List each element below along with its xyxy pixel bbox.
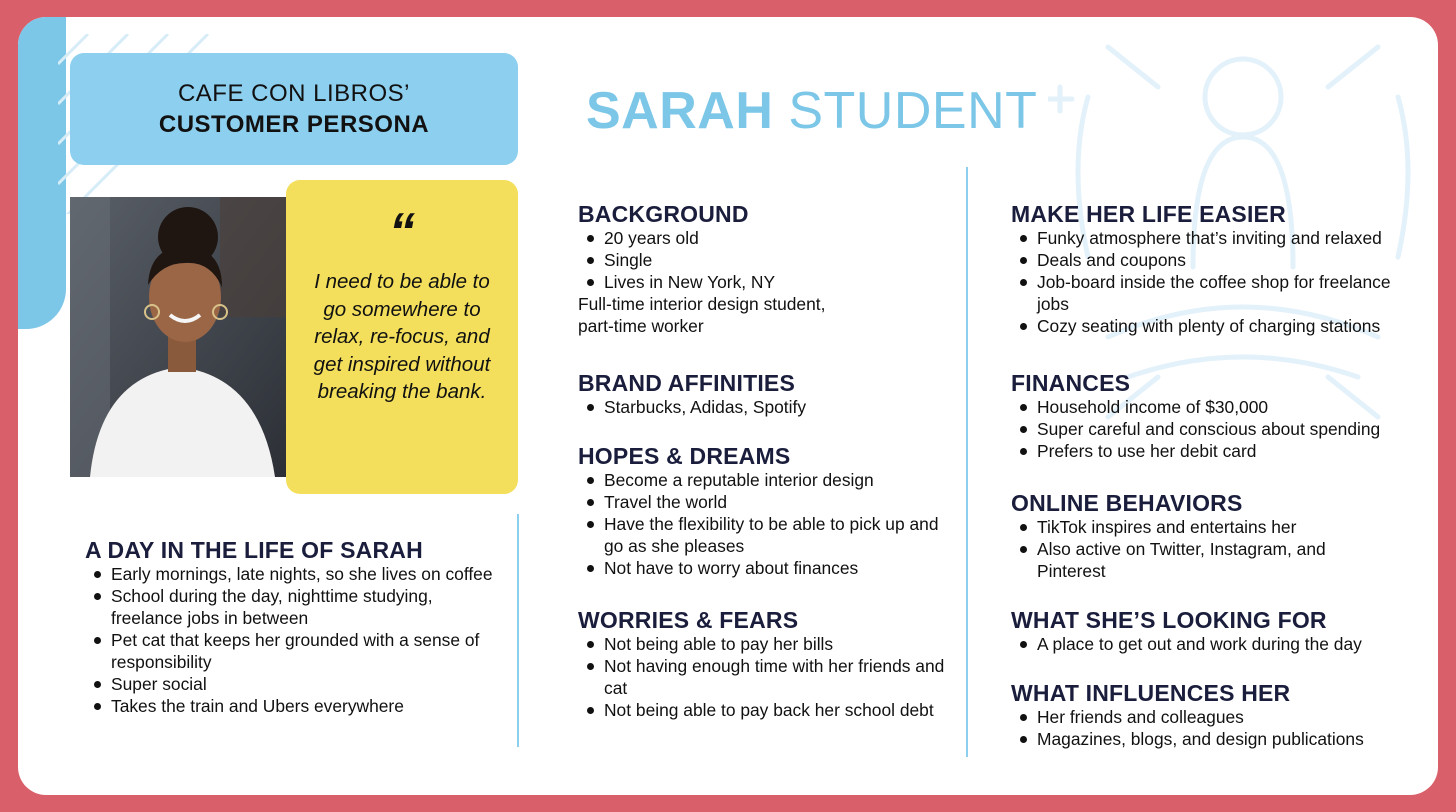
list-item: Not being able to pay her bills: [578, 633, 948, 655]
persona-last-name: STUDENT: [788, 82, 1038, 140]
background-note: Full-time interior design student,: [578, 294, 826, 314]
divider-right: [966, 167, 968, 757]
persona-photo: [70, 197, 286, 477]
persona-title-box: [70, 53, 518, 165]
background-note: part-time worker: [578, 316, 704, 336]
section-title: FINANCES: [1011, 370, 1131, 396]
persona-first-name: SARAH: [586, 82, 774, 140]
section-title: WHAT INFLUENCES HER: [1011, 680, 1291, 706]
list-item: Single: [578, 249, 948, 271]
section-finances: [1011, 370, 1416, 462]
persona-quote: I need to be able to go somewhere to relax, re-focus, and get inspired without breaking the bank.: [313, 270, 491, 403]
section-title: HOPES & DREAMS: [578, 443, 791, 469]
section-title: BACKGROUND: [578, 201, 749, 227]
section-title: A DAY IN THE LIFE OF SARAH: [85, 537, 423, 563]
quote-mark-icon: “: [389, 203, 415, 261]
persona-name: [586, 80, 1037, 142]
persona-quote-box: [286, 180, 518, 494]
list-item: Super careful and conscious about spending: [1011, 418, 1416, 440]
brand-name: CAFE CON LIBROS’: [177, 80, 411, 107]
section-influences: [1011, 680, 1416, 750]
section-make-life-easier: [1011, 201, 1416, 337]
list-item: Not have to worry about finances: [578, 557, 948, 579]
section-looking-for: [1011, 607, 1416, 655]
list-item: Become a reputable interior design: [578, 469, 948, 491]
persona-label: CUSTOMER PERSONA: [158, 111, 430, 138]
list-item: Magazines, blogs, and design publications: [1011, 728, 1416, 750]
persona-card: [18, 17, 1438, 795]
list-item: A place to get out and work during the day: [1011, 633, 1416, 655]
list-item: School during the day, nighttime studying, freelance jobs in between: [85, 585, 495, 629]
section-title: MAKE HER LIFE EASIER: [1011, 201, 1286, 227]
list-item: Travel the world: [578, 491, 948, 513]
section-online-behaviors: [1011, 490, 1371, 582]
list-item: Have the flexibility to be able to pick up and go as she pleases: [578, 513, 948, 557]
list-item: TikTok inspires and entertains her: [1011, 516, 1371, 538]
list-item: Takes the train and Ubers everywhere: [85, 695, 495, 717]
list-item: Not being able to pay back her school debt: [578, 699, 948, 721]
section-hopes-dreams: [578, 443, 948, 579]
list-item: Lives in New York, NY: [578, 271, 948, 293]
section-title: BRAND AFFINITIES: [578, 370, 796, 396]
section-title: WORRIES & FEARS: [578, 607, 799, 633]
section-title: WHAT SHE’S LOOKING FOR: [1011, 607, 1327, 633]
section-background: [578, 201, 948, 337]
divider-left: [517, 514, 519, 747]
section-day-in-life: [85, 537, 495, 717]
list-item: Prefers to use her debit card: [1011, 440, 1416, 462]
list-item: Cozy seating with plenty of charging stations: [1011, 315, 1416, 337]
list-item: Pet cat that keeps her grounded with a sense of responsibility: [85, 629, 495, 673]
list-item: Her friends and colleagues: [1011, 706, 1416, 728]
list-item: Early mornings, late nights, so she lives on coffee: [85, 563, 495, 585]
list-item: Not having enough time with her friends and cat: [578, 655, 948, 699]
list-item: Job-board inside the coffee shop for freelance jobs: [1011, 271, 1416, 315]
list-item: Also active on Twitter, Instagram, and Pinterest: [1011, 538, 1371, 582]
list-item: Funky atmosphere that’s inviting and relaxed: [1011, 227, 1416, 249]
section-brand-affinities: [578, 370, 948, 418]
list-item: Starbucks, Adidas, Spotify: [578, 396, 948, 418]
list-item: Deals and coupons: [1011, 249, 1416, 271]
section-title: ONLINE BEHAVIORS: [1011, 490, 1243, 516]
list-item: 20 years old: [578, 227, 948, 249]
section-worries-fears: [578, 607, 948, 721]
list-item: Household income of $30,000: [1011, 396, 1416, 418]
list-item: Super social: [85, 673, 495, 695]
